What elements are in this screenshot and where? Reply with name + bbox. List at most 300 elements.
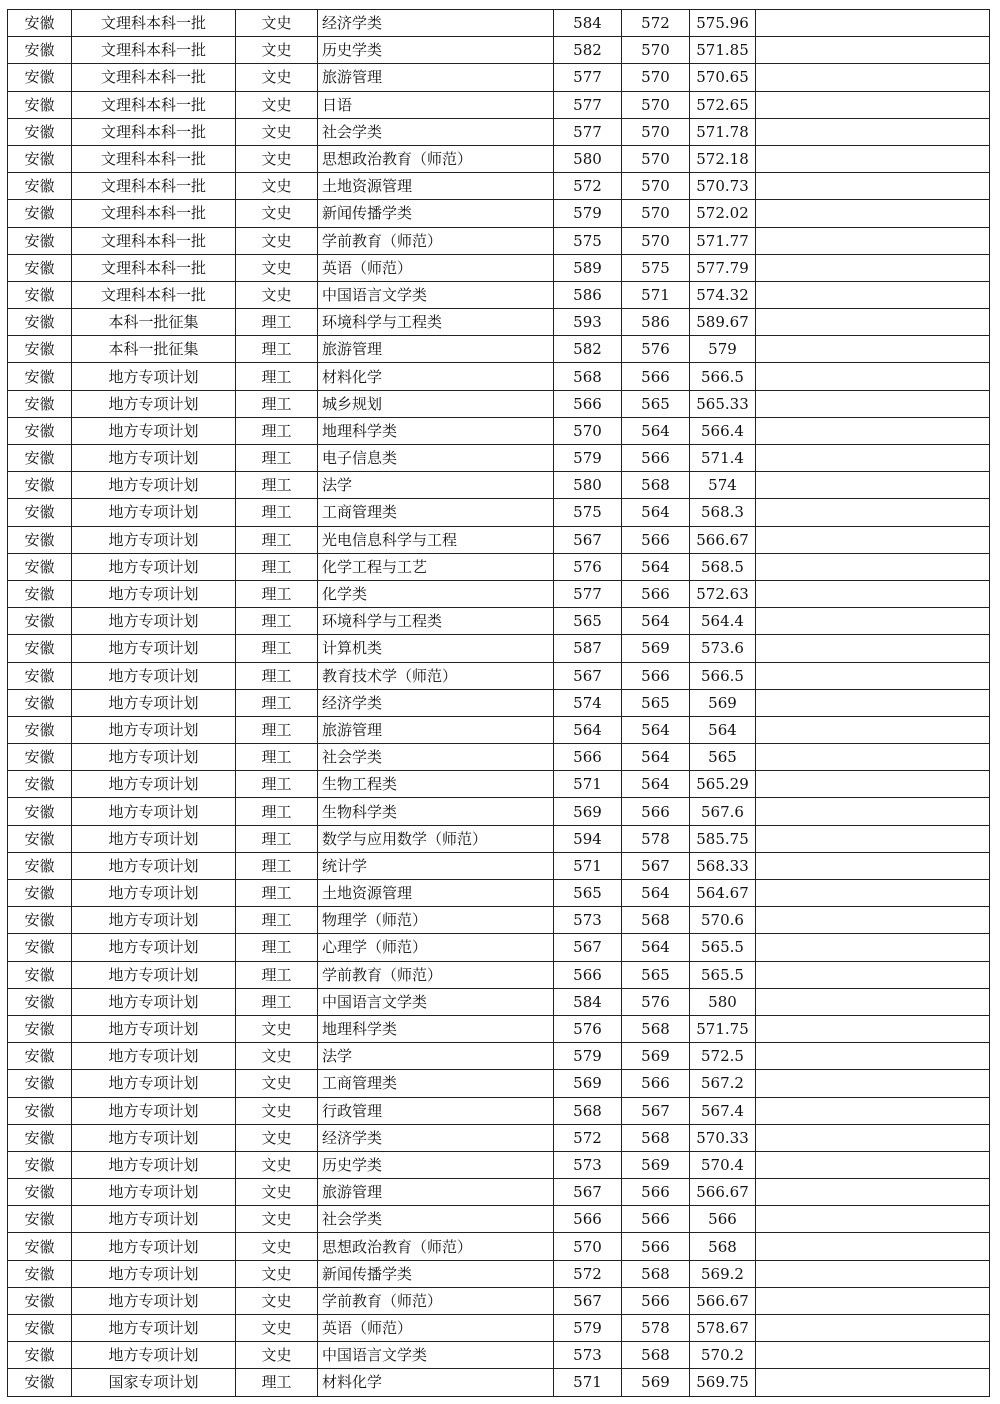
note-cell bbox=[756, 553, 990, 580]
major-cell: 思想政治教育（师范） bbox=[318, 145, 554, 172]
category-cell: 文史 bbox=[236, 1287, 318, 1314]
batch-cell: 地方专项计划 bbox=[72, 825, 236, 852]
max-score-cell: 565 bbox=[554, 608, 622, 635]
major-cell: 统计学 bbox=[318, 852, 554, 879]
batch-cell: 地方专项计划 bbox=[72, 716, 236, 743]
province-cell: 安徽 bbox=[8, 472, 72, 499]
batch-cell: 文理科本科一批 bbox=[72, 145, 236, 172]
major-cell: 计算机类 bbox=[318, 635, 554, 662]
avg-score-cell: 589.67 bbox=[690, 309, 756, 336]
avg-score-cell: 566.4 bbox=[690, 417, 756, 444]
avg-score-cell: 574.32 bbox=[690, 281, 756, 308]
table-row bbox=[8, 1179, 990, 1206]
min-score-cell: 570 bbox=[622, 227, 690, 254]
province-cell: 安徽 bbox=[8, 227, 72, 254]
province-cell: 安徽 bbox=[8, 309, 72, 336]
batch-cell: 地方专项计划 bbox=[72, 1260, 236, 1287]
min-score-cell: 566 bbox=[622, 580, 690, 607]
batch-cell: 地方专项计划 bbox=[72, 608, 236, 635]
category-cell: 理工 bbox=[236, 662, 318, 689]
avg-score-cell: 566.5 bbox=[690, 662, 756, 689]
major-cell: 英语（师范） bbox=[318, 1315, 554, 1342]
max-score-cell: 569 bbox=[554, 1070, 622, 1097]
note-cell bbox=[756, 227, 990, 254]
batch-cell: 国家专项计划 bbox=[72, 1369, 236, 1396]
table-row bbox=[8, 1151, 990, 1178]
major-cell: 城乡规划 bbox=[318, 390, 554, 417]
min-score-cell: 564 bbox=[622, 771, 690, 798]
category-cell: 文史 bbox=[236, 10, 318, 37]
min-score-cell: 566 bbox=[622, 662, 690, 689]
major-cell: 心理学（师范） bbox=[318, 934, 554, 961]
category-cell: 理工 bbox=[236, 580, 318, 607]
batch-cell: 文理科本科一批 bbox=[72, 37, 236, 64]
table-row bbox=[8, 64, 990, 91]
avg-score-cell: 569.2 bbox=[690, 1260, 756, 1287]
category-cell: 文史 bbox=[236, 200, 318, 227]
max-score-cell: 574 bbox=[554, 689, 622, 716]
note-cell bbox=[756, 1206, 990, 1233]
batch-cell: 地方专项计划 bbox=[72, 961, 236, 988]
category-cell: 文史 bbox=[236, 91, 318, 118]
batch-cell: 地方专项计划 bbox=[72, 1043, 236, 1070]
province-cell: 安徽 bbox=[8, 852, 72, 879]
major-cell: 学前教育（师范） bbox=[318, 227, 554, 254]
table-row bbox=[8, 1097, 990, 1124]
note-cell bbox=[756, 1315, 990, 1342]
major-cell: 学前教育（师范） bbox=[318, 961, 554, 988]
avg-score-cell: 570.2 bbox=[690, 1342, 756, 1369]
min-score-cell: 568 bbox=[622, 472, 690, 499]
table-row bbox=[8, 1124, 990, 1151]
note-cell bbox=[756, 91, 990, 118]
min-score-cell: 576 bbox=[622, 336, 690, 363]
max-score-cell: 575 bbox=[554, 499, 622, 526]
avg-score-cell: 571.75 bbox=[690, 1015, 756, 1042]
major-cell: 生物工程类 bbox=[318, 771, 554, 798]
avg-score-cell: 570.33 bbox=[690, 1124, 756, 1151]
avg-score-cell: 568.3 bbox=[690, 499, 756, 526]
table-row bbox=[8, 1206, 990, 1233]
table-row bbox=[8, 744, 990, 771]
province-cell: 安徽 bbox=[8, 37, 72, 64]
avg-score-cell: 572.65 bbox=[690, 91, 756, 118]
batch-cell: 地方专项计划 bbox=[72, 771, 236, 798]
batch-cell: 地方专项计划 bbox=[72, 988, 236, 1015]
note-cell bbox=[756, 880, 990, 907]
batch-cell: 地方专项计划 bbox=[72, 445, 236, 472]
category-cell: 文史 bbox=[236, 1124, 318, 1151]
avg-score-cell: 568.5 bbox=[690, 553, 756, 580]
province-cell: 安徽 bbox=[8, 635, 72, 662]
max-score-cell: 576 bbox=[554, 553, 622, 580]
note-cell bbox=[756, 118, 990, 145]
major-cell: 生物科学类 bbox=[318, 798, 554, 825]
major-cell: 旅游管理 bbox=[318, 716, 554, 743]
note-cell bbox=[756, 1287, 990, 1314]
province-cell: 安徽 bbox=[8, 988, 72, 1015]
batch-cell: 地方专项计划 bbox=[72, 580, 236, 607]
category-cell: 理工 bbox=[236, 934, 318, 961]
table-row bbox=[8, 336, 990, 363]
avg-score-cell: 568 bbox=[690, 1233, 756, 1260]
batch-cell: 地方专项计划 bbox=[72, 907, 236, 934]
table-row bbox=[8, 37, 990, 64]
avg-score-cell: 572.02 bbox=[690, 200, 756, 227]
batch-cell: 文理科本科一批 bbox=[72, 118, 236, 145]
table-row bbox=[8, 880, 990, 907]
province-cell: 安徽 bbox=[8, 716, 72, 743]
major-cell: 社会学类 bbox=[318, 1206, 554, 1233]
province-cell: 安徽 bbox=[8, 1369, 72, 1396]
province-cell: 安徽 bbox=[8, 254, 72, 281]
province-cell: 安徽 bbox=[8, 825, 72, 852]
batch-cell: 本科一批征集 bbox=[72, 336, 236, 363]
major-cell: 经济学类 bbox=[318, 689, 554, 716]
note-cell bbox=[756, 988, 990, 1015]
max-score-cell: 594 bbox=[554, 825, 622, 852]
province-cell: 安徽 bbox=[8, 118, 72, 145]
note-cell bbox=[756, 689, 990, 716]
max-score-cell: 567 bbox=[554, 934, 622, 961]
min-score-cell: 570 bbox=[622, 173, 690, 200]
province-cell: 安徽 bbox=[8, 1043, 72, 1070]
batch-cell: 文理科本科一批 bbox=[72, 200, 236, 227]
province-cell: 安徽 bbox=[8, 1097, 72, 1124]
category-cell: 理工 bbox=[236, 825, 318, 852]
major-cell: 社会学类 bbox=[318, 118, 554, 145]
min-score-cell: 569 bbox=[622, 1369, 690, 1396]
major-cell: 土地资源管理 bbox=[318, 880, 554, 907]
max-score-cell: 579 bbox=[554, 200, 622, 227]
table-row bbox=[8, 580, 990, 607]
min-score-cell: 568 bbox=[622, 1015, 690, 1042]
max-score-cell: 572 bbox=[554, 1260, 622, 1287]
note-cell bbox=[756, 825, 990, 852]
min-score-cell: 566 bbox=[622, 526, 690, 553]
category-cell: 理工 bbox=[236, 608, 318, 635]
max-score-cell: 571 bbox=[554, 1369, 622, 1396]
table-row bbox=[8, 118, 990, 145]
table-row bbox=[8, 445, 990, 472]
category-cell: 理工 bbox=[236, 417, 318, 444]
max-score-cell: 573 bbox=[554, 1342, 622, 1369]
table-row bbox=[8, 689, 990, 716]
major-cell: 法学 bbox=[318, 472, 554, 499]
note-cell bbox=[756, 1043, 990, 1070]
min-score-cell: 566 bbox=[622, 363, 690, 390]
batch-cell: 地方专项计划 bbox=[72, 553, 236, 580]
min-score-cell: 576 bbox=[622, 988, 690, 1015]
category-cell: 理工 bbox=[236, 499, 318, 526]
max-score-cell: 564 bbox=[554, 716, 622, 743]
major-cell: 地理科学类 bbox=[318, 1015, 554, 1042]
avg-score-cell: 565.33 bbox=[690, 390, 756, 417]
avg-score-cell: 570.4 bbox=[690, 1151, 756, 1178]
province-cell: 安徽 bbox=[8, 689, 72, 716]
note-cell bbox=[756, 934, 990, 961]
max-score-cell: 571 bbox=[554, 852, 622, 879]
max-score-cell: 565 bbox=[554, 880, 622, 907]
avg-score-cell: 566.67 bbox=[690, 526, 756, 553]
major-cell: 旅游管理 bbox=[318, 64, 554, 91]
category-cell: 理工 bbox=[236, 744, 318, 771]
avg-score-cell: 570.65 bbox=[690, 64, 756, 91]
min-score-cell: 564 bbox=[622, 716, 690, 743]
avg-score-cell: 577.79 bbox=[690, 254, 756, 281]
note-cell bbox=[756, 771, 990, 798]
category-cell: 理工 bbox=[236, 472, 318, 499]
note-cell bbox=[756, 907, 990, 934]
table-row bbox=[8, 825, 990, 852]
major-cell: 旅游管理 bbox=[318, 1179, 554, 1206]
note-cell bbox=[756, 526, 990, 553]
category-cell: 文史 bbox=[236, 1206, 318, 1233]
major-cell: 法学 bbox=[318, 1043, 554, 1070]
min-score-cell: 564 bbox=[622, 934, 690, 961]
batch-cell: 地方专项计划 bbox=[72, 1206, 236, 1233]
note-cell bbox=[756, 1151, 990, 1178]
batch-cell: 地方专项计划 bbox=[72, 1070, 236, 1097]
batch-cell: 地方专项计划 bbox=[72, 635, 236, 662]
note-cell bbox=[756, 10, 990, 37]
table-row bbox=[8, 1233, 990, 1260]
max-score-cell: 580 bbox=[554, 145, 622, 172]
table-row bbox=[8, 1287, 990, 1314]
table-row bbox=[8, 553, 990, 580]
major-cell: 旅游管理 bbox=[318, 336, 554, 363]
major-cell: 中国语言文学类 bbox=[318, 281, 554, 308]
note-cell bbox=[756, 64, 990, 91]
table-body bbox=[8, 10, 990, 1397]
major-cell: 经济学类 bbox=[318, 10, 554, 37]
max-score-cell: 582 bbox=[554, 336, 622, 363]
category-cell: 文史 bbox=[236, 1097, 318, 1124]
province-cell: 安徽 bbox=[8, 608, 72, 635]
note-cell bbox=[756, 1070, 990, 1097]
major-cell: 新闻传播学类 bbox=[318, 1260, 554, 1287]
min-score-cell: 566 bbox=[622, 445, 690, 472]
province-cell: 安徽 bbox=[8, 445, 72, 472]
note-cell bbox=[756, 37, 990, 64]
max-score-cell: 584 bbox=[554, 988, 622, 1015]
avg-score-cell: 578.67 bbox=[690, 1315, 756, 1342]
note-cell bbox=[756, 961, 990, 988]
province-cell: 安徽 bbox=[8, 281, 72, 308]
avg-score-cell: 567.4 bbox=[690, 1097, 756, 1124]
note-cell bbox=[756, 1097, 990, 1124]
major-cell: 环境科学与工程类 bbox=[318, 309, 554, 336]
min-score-cell: 575 bbox=[622, 254, 690, 281]
category-cell: 文史 bbox=[236, 1179, 318, 1206]
table-row bbox=[8, 1369, 990, 1396]
max-score-cell: 570 bbox=[554, 417, 622, 444]
batch-cell: 地方专项计划 bbox=[72, 689, 236, 716]
min-score-cell: 565 bbox=[622, 689, 690, 716]
province-cell: 安徽 bbox=[8, 1206, 72, 1233]
note-cell bbox=[756, 445, 990, 472]
category-cell: 文史 bbox=[236, 281, 318, 308]
table-row bbox=[8, 145, 990, 172]
max-score-cell: 567 bbox=[554, 526, 622, 553]
province-cell: 安徽 bbox=[8, 1287, 72, 1314]
category-cell: 文史 bbox=[236, 254, 318, 281]
table-row bbox=[8, 1260, 990, 1287]
category-cell: 理工 bbox=[236, 390, 318, 417]
table-row bbox=[8, 417, 990, 444]
avg-score-cell: 570.73 bbox=[690, 173, 756, 200]
province-cell: 安徽 bbox=[8, 907, 72, 934]
min-score-cell: 571 bbox=[622, 281, 690, 308]
category-cell: 理工 bbox=[236, 635, 318, 662]
table-row bbox=[8, 390, 990, 417]
province-cell: 安徽 bbox=[8, 91, 72, 118]
province-cell: 安徽 bbox=[8, 1233, 72, 1260]
max-score-cell: 571 bbox=[554, 771, 622, 798]
table-row bbox=[8, 1315, 990, 1342]
min-score-cell: 566 bbox=[622, 1287, 690, 1314]
major-cell: 工商管理类 bbox=[318, 499, 554, 526]
min-score-cell: 568 bbox=[622, 907, 690, 934]
min-score-cell: 578 bbox=[622, 825, 690, 852]
batch-cell: 地方专项计划 bbox=[72, 1097, 236, 1124]
min-score-cell: 569 bbox=[622, 635, 690, 662]
max-score-cell: 577 bbox=[554, 118, 622, 145]
max-score-cell: 577 bbox=[554, 91, 622, 118]
batch-cell: 地方专项计划 bbox=[72, 1287, 236, 1314]
major-cell: 日语 bbox=[318, 91, 554, 118]
max-score-cell: 566 bbox=[554, 390, 622, 417]
avg-score-cell: 566.67 bbox=[690, 1179, 756, 1206]
table-row bbox=[8, 1070, 990, 1097]
major-cell: 电子信息类 bbox=[318, 445, 554, 472]
table-row bbox=[8, 798, 990, 825]
max-score-cell: 572 bbox=[554, 1124, 622, 1151]
avg-score-cell: 572.63 bbox=[690, 580, 756, 607]
min-score-cell: 564 bbox=[622, 553, 690, 580]
province-cell: 安徽 bbox=[8, 173, 72, 200]
max-score-cell: 568 bbox=[554, 363, 622, 390]
table-row bbox=[8, 961, 990, 988]
province-cell: 安徽 bbox=[8, 1124, 72, 1151]
batch-cell: 文理科本科一批 bbox=[72, 281, 236, 308]
category-cell: 理工 bbox=[236, 852, 318, 879]
batch-cell: 地方专项计划 bbox=[72, 934, 236, 961]
min-score-cell: 567 bbox=[622, 1097, 690, 1124]
avg-score-cell: 567.6 bbox=[690, 798, 756, 825]
max-score-cell: 582 bbox=[554, 37, 622, 64]
avg-score-cell: 565.5 bbox=[690, 961, 756, 988]
note-cell bbox=[756, 1124, 990, 1151]
min-score-cell: 568 bbox=[622, 1124, 690, 1151]
avg-score-cell: 564.4 bbox=[690, 608, 756, 635]
province-cell: 安徽 bbox=[8, 1179, 72, 1206]
avg-score-cell: 579 bbox=[690, 336, 756, 363]
province-cell: 安徽 bbox=[8, 771, 72, 798]
province-cell: 安徽 bbox=[8, 744, 72, 771]
category-cell: 理工 bbox=[236, 336, 318, 363]
max-score-cell: 589 bbox=[554, 254, 622, 281]
min-score-cell: 569 bbox=[622, 1043, 690, 1070]
min-score-cell: 568 bbox=[622, 1260, 690, 1287]
max-score-cell: 566 bbox=[554, 961, 622, 988]
max-score-cell: 569 bbox=[554, 798, 622, 825]
min-score-cell: 570 bbox=[622, 37, 690, 64]
batch-cell: 文理科本科一批 bbox=[72, 64, 236, 91]
note-cell bbox=[756, 1260, 990, 1287]
min-score-cell: 564 bbox=[622, 880, 690, 907]
category-cell: 理工 bbox=[236, 1369, 318, 1396]
note-cell bbox=[756, 281, 990, 308]
batch-cell: 地方专项计划 bbox=[72, 363, 236, 390]
major-cell: 中国语言文学类 bbox=[318, 1342, 554, 1369]
max-score-cell: 579 bbox=[554, 445, 622, 472]
table-row bbox=[8, 363, 990, 390]
table-row bbox=[8, 1342, 990, 1369]
major-cell: 化学类 bbox=[318, 580, 554, 607]
note-cell bbox=[756, 472, 990, 499]
table-row bbox=[8, 10, 990, 37]
note-cell bbox=[756, 363, 990, 390]
note-cell bbox=[756, 254, 990, 281]
batch-cell: 地方专项计划 bbox=[72, 744, 236, 771]
note-cell bbox=[756, 662, 990, 689]
province-cell: 安徽 bbox=[8, 1070, 72, 1097]
province-cell: 安徽 bbox=[8, 580, 72, 607]
avg-score-cell: 564.67 bbox=[690, 880, 756, 907]
avg-score-cell: 569 bbox=[690, 689, 756, 716]
category-cell: 理工 bbox=[236, 716, 318, 743]
table-row bbox=[8, 852, 990, 879]
batch-cell: 本科一批征集 bbox=[72, 309, 236, 336]
category-cell: 理工 bbox=[236, 988, 318, 1015]
category-cell: 文史 bbox=[236, 173, 318, 200]
min-score-cell: 572 bbox=[622, 10, 690, 37]
max-score-cell: 584 bbox=[554, 10, 622, 37]
note-cell bbox=[756, 173, 990, 200]
batch-cell: 地方专项计划 bbox=[72, 417, 236, 444]
category-cell: 文史 bbox=[236, 145, 318, 172]
province-cell: 安徽 bbox=[8, 1151, 72, 1178]
max-score-cell: 579 bbox=[554, 1043, 622, 1070]
min-score-cell: 586 bbox=[622, 309, 690, 336]
major-cell: 新闻传播学类 bbox=[318, 200, 554, 227]
province-cell: 安徽 bbox=[8, 1342, 72, 1369]
avg-score-cell: 567.2 bbox=[690, 1070, 756, 1097]
batch-cell: 地方专项计划 bbox=[72, 390, 236, 417]
note-cell bbox=[756, 716, 990, 743]
max-score-cell: 580 bbox=[554, 472, 622, 499]
province-cell: 安徽 bbox=[8, 1260, 72, 1287]
batch-cell: 地方专项计划 bbox=[72, 662, 236, 689]
note-cell bbox=[756, 309, 990, 336]
major-cell: 化学工程与工艺 bbox=[318, 553, 554, 580]
major-cell: 思想政治教育（师范） bbox=[318, 1233, 554, 1260]
category-cell: 文史 bbox=[236, 1043, 318, 1070]
category-cell: 理工 bbox=[236, 363, 318, 390]
province-cell: 安徽 bbox=[8, 1015, 72, 1042]
note-cell bbox=[756, 1015, 990, 1042]
table-row bbox=[8, 309, 990, 336]
avg-score-cell: 569.75 bbox=[690, 1369, 756, 1396]
batch-cell: 文理科本科一批 bbox=[72, 254, 236, 281]
batch-cell: 地方专项计划 bbox=[72, 852, 236, 879]
major-cell: 学前教育（师范） bbox=[318, 1287, 554, 1314]
max-score-cell: 566 bbox=[554, 1206, 622, 1233]
max-score-cell: 576 bbox=[554, 1015, 622, 1042]
batch-cell: 地方专项计划 bbox=[72, 1015, 236, 1042]
table-row bbox=[8, 771, 990, 798]
